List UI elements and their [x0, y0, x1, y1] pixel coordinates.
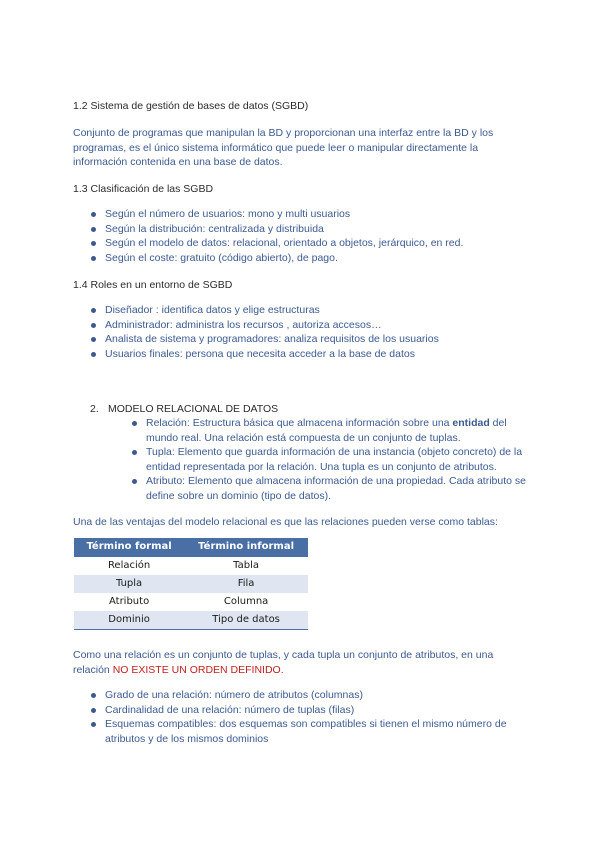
table-row: [74, 593, 308, 611]
header-informal: Término informal: [184, 538, 308, 557]
section-2-title: MODELO RELACIONAL DE DATOS: [108, 403, 279, 415]
list-item: Tupla: Elemento que guarda información de una instancia (objeto concreto) de la entidad representada por la relación. Una tupla es un conjunto de atributos.: [128, 445, 528, 474]
section-1-2-paragraph: Conjunto de programas que manipulan la BD y proporcionan una interfaz entre la BD y los programas, es el único sistema informático que puede leer o manipular directamente la información contenida en una base de datos.: [73, 127, 494, 168]
table-cell: Atributo: [74, 593, 184, 611]
table-cell: Fila: [184, 575, 308, 593]
bullet-icon: [91, 323, 96, 328]
bullet-icon: [91, 212, 96, 217]
bullet-icon: [91, 708, 96, 713]
section-2-list: [128, 416, 528, 503]
list-item: Según el coste: gratuito (código abierto), de pago.: [87, 251, 527, 266]
bullet-icon: [91, 352, 96, 357]
section-1-2-title: 1.2 Sistema de gestión de bases de datos (SGBD): [73, 100, 309, 112]
table-row: [74, 575, 308, 593]
list-item: Cardinalidad de una relación: número de tuplas (filas): [87, 703, 527, 718]
list-item: Atributo: Elemento que almacena información de una propiedad. Cada atributo se define sobre un dominio (tipo de datos).: [128, 474, 528, 503]
section-1-4-list: [87, 303, 527, 361]
table-cell: Tabla: [184, 557, 308, 575]
entidad-bold: entidad: [452, 417, 490, 429]
bullet-icon: [91, 227, 96, 232]
bullet-icon: [91, 241, 96, 246]
bullet-icon: [91, 256, 96, 261]
table-cell: Dominio: [74, 611, 184, 630]
list-item: Usuarios finales: persona que necesita acceder a la base de datos: [87, 347, 527, 362]
bullet-icon: [91, 308, 96, 313]
list-item: Grado de una relación: número de atributos (columnas): [87, 688, 527, 703]
orden-highlight: NO EXISTE UN ORDEN DEFINIDO.: [112, 663, 284, 676]
bullet-icon: [91, 722, 96, 727]
list-item: Relación: Estructura básica que almacena información sobre una entidad del mundo real. Una relación está compuesta de un conjunto de tuplas.: [128, 416, 528, 445]
list-item: Analista de sistema y programadores: analiza requisitos de los usuarios: [87, 332, 527, 347]
bullet-icon: [132, 421, 137, 426]
table-cell: Relación: [74, 557, 184, 575]
orden-paragraph: Como una relación es un conjunto de tuplas, y cada tupla un conjunto de atributos, en una relación NO EXISTE UN ORDEN DEFINIDO.: [73, 649, 494, 676]
list-item: Administrador: administra los recursos , autoriza accesos…: [87, 318, 527, 333]
bullet-icon: [132, 479, 137, 484]
table-cell: Columna: [184, 593, 308, 611]
header-formal: Término formal: [74, 538, 184, 557]
list-item: Según el número de usuarios: mono y multi usuarios: [87, 207, 527, 222]
list-item: Según el modelo de datos: relacional, orientado a objetos, jerárquico, en red.: [87, 236, 527, 251]
section-1-3-title: 1.3 Clasificación de las SGBD: [73, 183, 214, 195]
ventajas-paragraph: Una de las ventajas del modelo relacional es que las relaciones pueden verse como tablas:: [73, 516, 498, 528]
list-item: Esquemas compatibles: dos esquemas son compatibles si tienen el mismo número de atributos y de los mismos dominios: [87, 717, 527, 746]
table-row: [74, 611, 308, 630]
bullet-icon: [91, 337, 96, 342]
list-item: Según la distribución: centralizada y distribuida: [87, 222, 527, 237]
section-1-3-list: [87, 207, 527, 265]
section-2-number: 2.: [90, 403, 99, 415]
table-header-row: [74, 538, 308, 557]
list-item: Diseñador : identifica datos y elige estructuras: [87, 303, 527, 318]
table-cell: Tupla: [74, 575, 184, 593]
section-1-4-title: 1.4 Roles en un entorno de SGBD: [73, 279, 233, 291]
table-row: [74, 557, 308, 575]
bullet-icon: [132, 450, 137, 455]
bullet-icon: [91, 693, 96, 698]
terms-table: [74, 538, 308, 630]
table-cell: Tipo de datos: [184, 611, 308, 630]
final-list: [87, 688, 527, 746]
